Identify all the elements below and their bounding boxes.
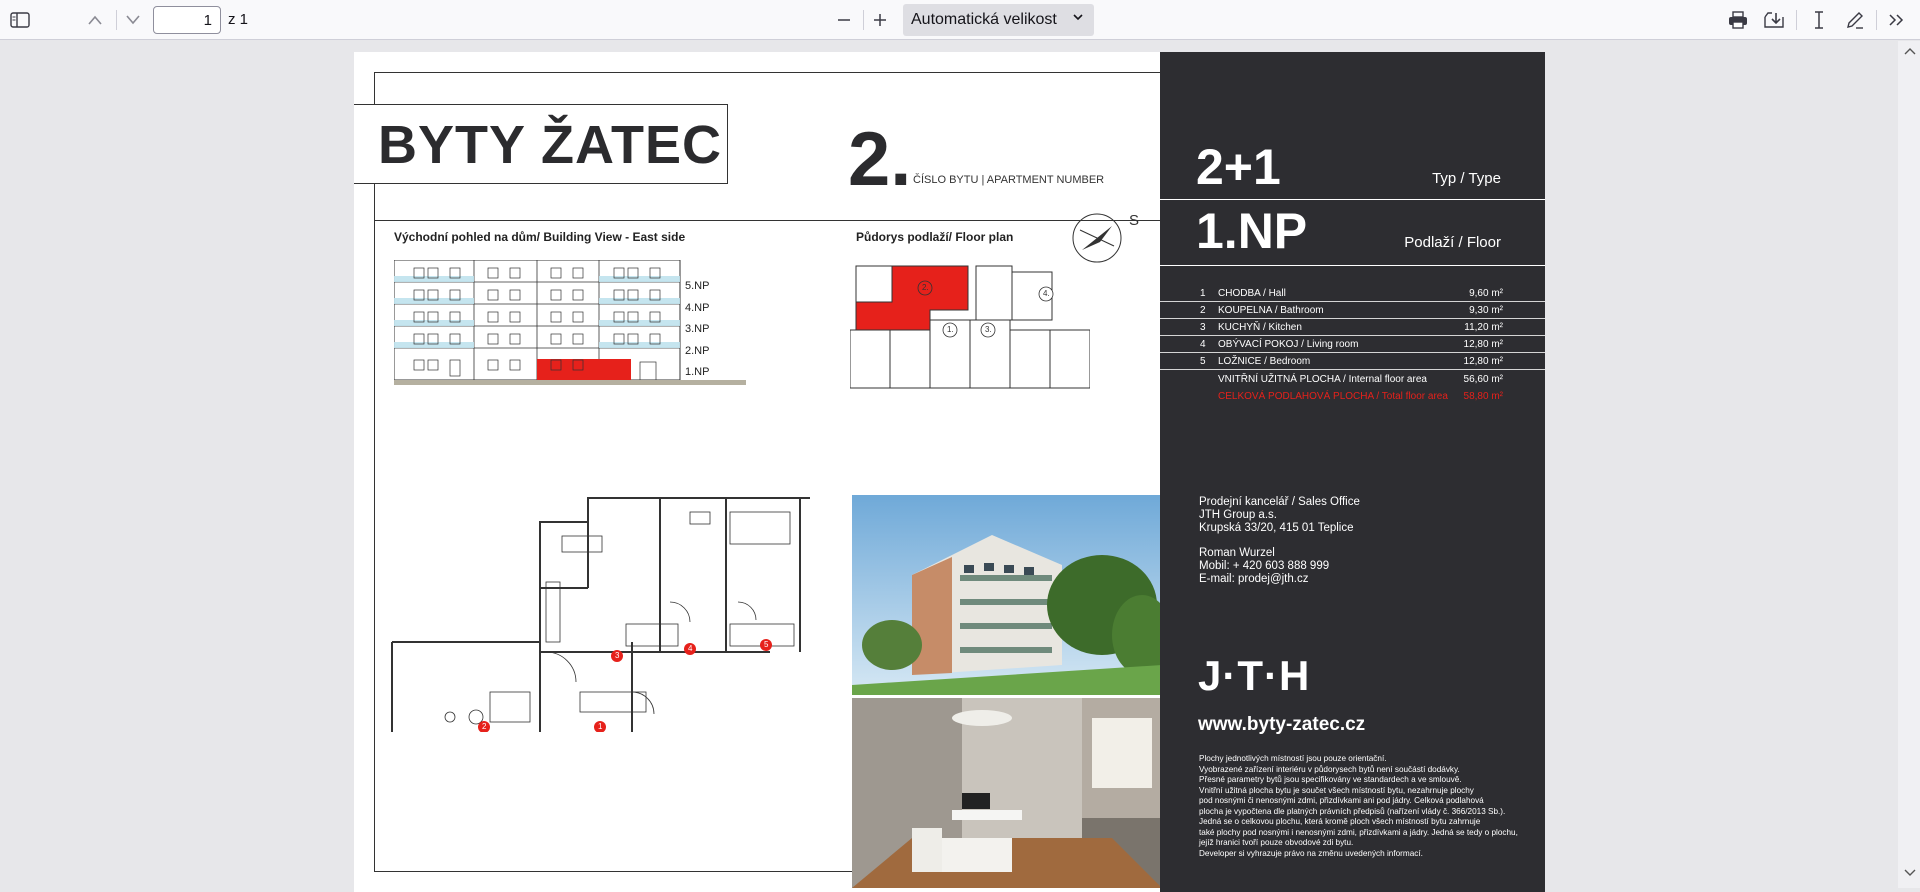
room-area: 12,80 m² [1463,339,1503,350]
room-number: 4 [1200,339,1206,350]
office-line: JTH Group a.s. [1199,509,1277,521]
apartment-plan-drawing [390,492,810,732]
header-divider [375,220,1183,221]
apartment-type-value: 2+1 [1196,139,1281,195]
apartment-number-label: ČÍSLO BYTU | APARTMENT NUMBER [913,174,1105,186]
table-divider [1160,301,1545,302]
floor-levels-list [685,276,709,384]
pdf-toolbar [0,0,1920,40]
disclaimer-line: Developer si vyhrazuje právo na změnu uvedených informací. [1199,848,1423,858]
building-view-label: Východní pohled na dům/ Building View - East side [394,230,686,244]
plan-number-3: 3. [985,325,992,334]
internal-area-value: 56,60 m² [1463,374,1503,385]
room-row [1200,322,1505,336]
floor-level-label: 4.NP [685,301,710,314]
room-marker-4: 4 [688,644,693,653]
disclaimer-line: Vyobrazené zařízení interiéru v půdorysech bytů není součástí dodávky. [1199,764,1460,774]
room-name: KUCHYŇ / Kitchen [1218,322,1302,333]
interior-image [852,698,1162,888]
office-line: Prodejní kancelář / Sales Office [1199,496,1360,508]
disclaimer-text [1199,754,1529,859]
page-number-input[interactable] [153,6,221,34]
total-area-row [1200,391,1505,405]
room-name: OBÝVACÍ POKOJ / Living room [1218,339,1359,350]
print-icon[interactable] [1724,6,1752,34]
floor-plan-drawing [850,260,1090,390]
disclaimer-line: plocha je vypočtena dle platných právních předpisů (nařízení vlády č. 366/2013 Sb.). [1199,806,1506,816]
plan-number-2: 2. [922,283,929,292]
compass-icon [1072,208,1132,268]
draw-pen-icon[interactable] [1841,6,1869,34]
floor-level-label: 5.NP [685,280,710,292]
previous-page-icon[interactable] [81,6,109,34]
apartment-type-label: Typ / Type [1432,170,1501,187]
disclaimer-line: Jedná se o celkovou plochu, která kromě ploch všech místností bytu zahrnuje [1199,817,1481,826]
table-divider [1160,335,1545,336]
contact-name: Roman Wurzel [1199,547,1275,559]
zoom-select[interactable] [903,4,1094,36]
room-number: 2 [1200,305,1206,316]
pdf-page [354,52,1545,892]
info-panel [1160,52,1545,892]
toolbar-separator [1796,10,1797,30]
zoom-out-icon[interactable] [830,6,858,34]
sales-office-block [1199,496,1360,586]
room-area: 9,60 m² [1469,288,1503,299]
room-marker-5: 5 [764,640,769,649]
chevron-down-icon [1072,10,1084,26]
room-area: 11,20 m² [1464,322,1503,333]
room-marker-3: 3 [615,651,620,660]
apartment-number: 2. [848,117,912,202]
floor-value: 1.NP [1196,203,1308,259]
disclaimer-line: pod nosnými či nenosnými zdmi, přizdívkami ani pod jádry. Celková podlahová [1199,796,1484,805]
vertical-scrollbar[interactable] [1898,41,1920,888]
room-row [1200,288,1505,302]
contact-mobile: Mobil: + 420 603 888 999 [1199,560,1330,572]
disclaimer-line: také plochy pod nosnými i nenosnými zdmi, přizdívkami a jádry. Jedná se tedy o plochu, [1199,827,1518,837]
toolbar-separator [863,10,864,30]
save-download-icon[interactable] [1760,6,1788,34]
more-tools-icon[interactable] [1883,6,1911,34]
floor-label: Podlaží / Floor [1404,234,1501,251]
toolbar-separator [116,10,117,30]
text-cursor-icon[interactable] [1805,6,1833,34]
table-divider [1160,352,1545,353]
panel-divider [1160,199,1545,200]
floor-plan-label: Půdorys podlaží/ Floor plan [856,230,1014,244]
sidebar-toggle-icon[interactable] [6,6,34,34]
page-count-label: z 1 [228,11,249,28]
room-area: 12,80 m² [1463,356,1503,367]
room-number: 5 [1200,356,1206,367]
website-url: www.byty-zatec.cz [1198,714,1366,735]
floor-level-label: 1.NP [685,366,710,378]
toolbar-separator [1876,10,1877,30]
plan-number-4: 4. [1043,289,1050,298]
internal-area-row [1200,374,1505,388]
jth-logo: J·T·H [1198,652,1311,699]
room-number: 3 [1200,322,1206,333]
room-number: 1 [1200,288,1206,299]
room-area: 9,30 m² [1469,305,1503,316]
disclaimer-line: jejíž hranici tvoří pouze obvodové zdi bytu. [1199,838,1354,847]
room-row [1200,339,1505,353]
building-exterior-image [852,495,1162,695]
floor-level-label: 2.NP [685,344,710,357]
room-name: KOUPELNA / Bathroom [1218,305,1324,316]
room-row [1200,356,1505,370]
disclaimer-line: Přesné parametry bytů jsou specifikovány ve standardech a ve smlouvě. [1199,775,1462,784]
total-area-value: 58,80 m² [1463,391,1503,402]
next-page-icon[interactable] [119,6,147,34]
contact-email: E-mail: prodej@jth.cz [1199,573,1309,585]
plan-number-1: 1. [947,325,954,334]
room-row [1200,305,1505,319]
compass-letter: S [1129,212,1140,229]
room-marker-1: 1 [598,722,603,731]
disclaimer-line: Vnitřní užitná plocha bytu je součet všech místností bytu, nezahrnuje plochy [1199,785,1474,795]
room-name: CHODBA / Hall [1218,288,1286,299]
table-divider [1160,369,1545,370]
disclaimer-line: Plochy jednotlivých místností jsou pouze orientační. [1199,754,1387,763]
document-title: BYTY ŽATEC [378,115,723,175]
total-area-label: CELKOVÁ PODLAHOVÁ PLOCHA / Total floor area [1218,391,1448,402]
office-line: Krupská 33/20, 415 01 Teplice [1199,522,1354,534]
scroll-up-icon[interactable] [1904,44,1916,58]
internal-area-label: VNITŘNÍ UŽITNÁ PLOCHA / Internal floor area [1218,374,1427,385]
zoom-in-icon[interactable] [866,6,894,34]
panel-divider [1160,265,1545,266]
room-marker-2: 2 [482,722,487,731]
table-divider [1160,318,1545,319]
floor-level-label: 3.NP [685,323,710,335]
zoom-select-value: Automatická velikost [911,11,1057,28]
room-name: LOŽNICE / Bedroom [1218,356,1311,367]
scroll-down-icon[interactable] [1904,866,1916,880]
